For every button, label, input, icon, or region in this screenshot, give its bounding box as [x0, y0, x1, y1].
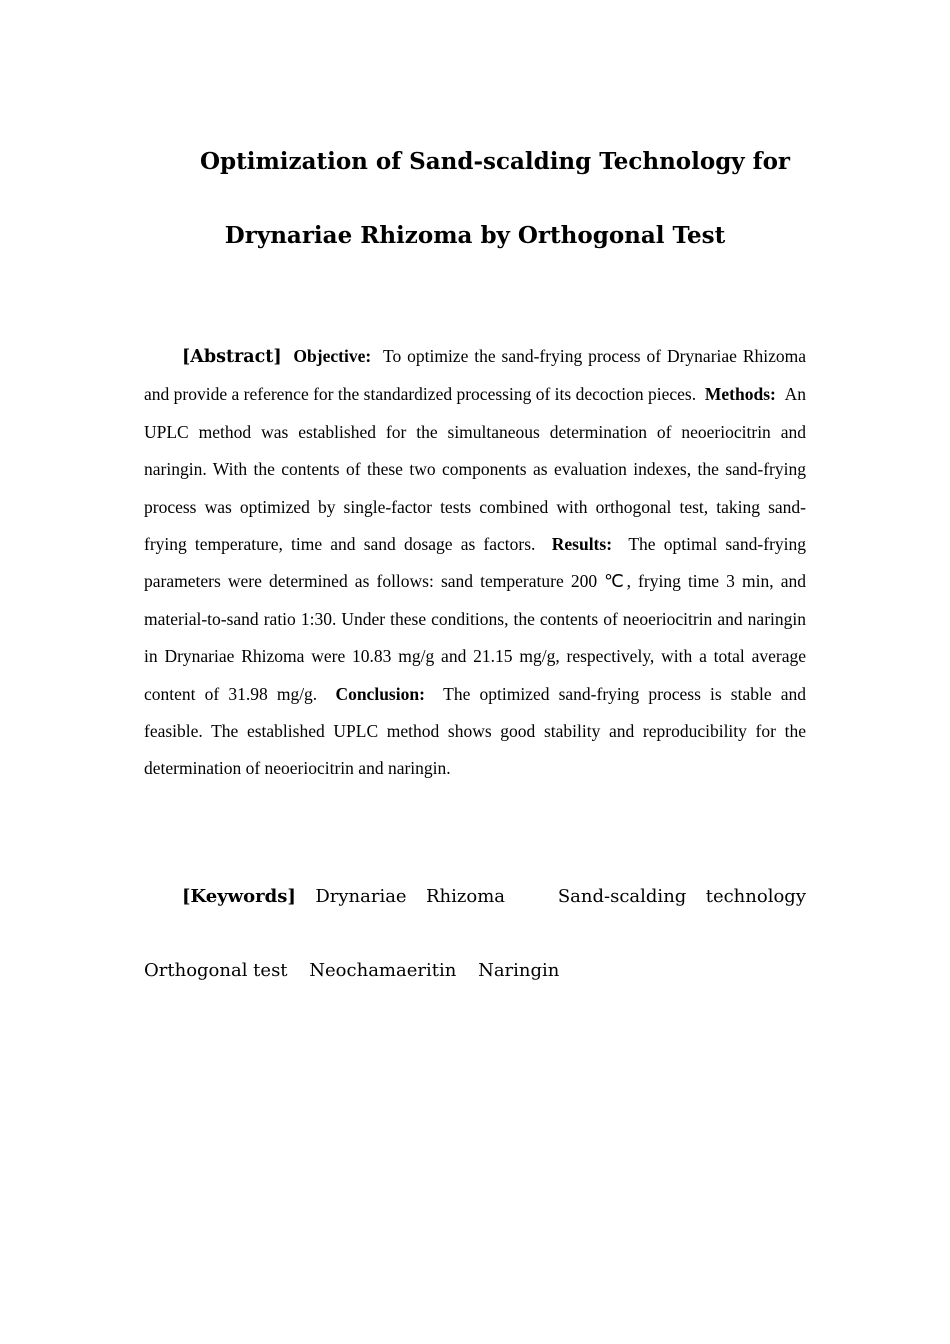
keyword-item: Naringin	[478, 960, 560, 981]
conclusion-text: The optimized sand-frying process is stable and feasible. The established UPLC method shows good stability and reproducibility for the determination of neoeriocitrin and naringin.	[144, 683, 807, 779]
conclusion-label: Conclusion:	[335, 683, 425, 704]
keyword-item: technology	[705, 886, 806, 907]
objective-label: Objective:	[293, 346, 372, 366]
paper-title-line-2: Drynariae Rhizoma by Orthogonal Test	[224, 222, 726, 249]
keyword-item: Sand-scalding	[557, 886, 687, 907]
abstract-paragraph	[144, 314, 806, 788]
methods-text: An UPLC method was established for the simultaneous determination of neoeriocitrin and naringin. With the contents of these two components as evaluation indexes, the sand-frying process was optimized by single-factor tests combined with orthogonal test, taking sand-frying temperature, time and sand dosage as factors.	[144, 384, 807, 555]
keyword-item: Neochamaeritin	[309, 960, 457, 981]
keywords-heading: [Keywords]	[182, 886, 296, 907]
objective-text: To optimize the sand-frying process of Drynariae Rhizoma and provide a reference for the standardized processing of its decoction pieces.	[144, 346, 807, 405]
keywords-row-2	[144, 960, 575, 981]
results-label: Results:	[551, 534, 613, 555]
keywords-row-1	[182, 886, 806, 907]
results-text: The optimal sand-frying parameters were determined as follows: sand temperature 200 ℃, frying time 3 min, and material-to-sand ratio 1:30. Under these conditions, the contents of neoeriocitrin and naringin in Drynariae Rhizoma were 10.83 mg/g and 21.15 mg/g, respectively, with a total average content of 31.98 mg/g.	[144, 534, 807, 704]
keyword-item: Orthogonal test	[144, 960, 288, 981]
methods-label: Methods:	[704, 384, 776, 405]
paper-title-line-1: Optimization of Sand-scalding Technology for	[199, 148, 791, 175]
keyword-item: Rhizoma	[426, 886, 506, 907]
keyword-item: Drynariae	[315, 886, 407, 907]
abstract-heading: [Abstract]	[182, 347, 282, 367]
